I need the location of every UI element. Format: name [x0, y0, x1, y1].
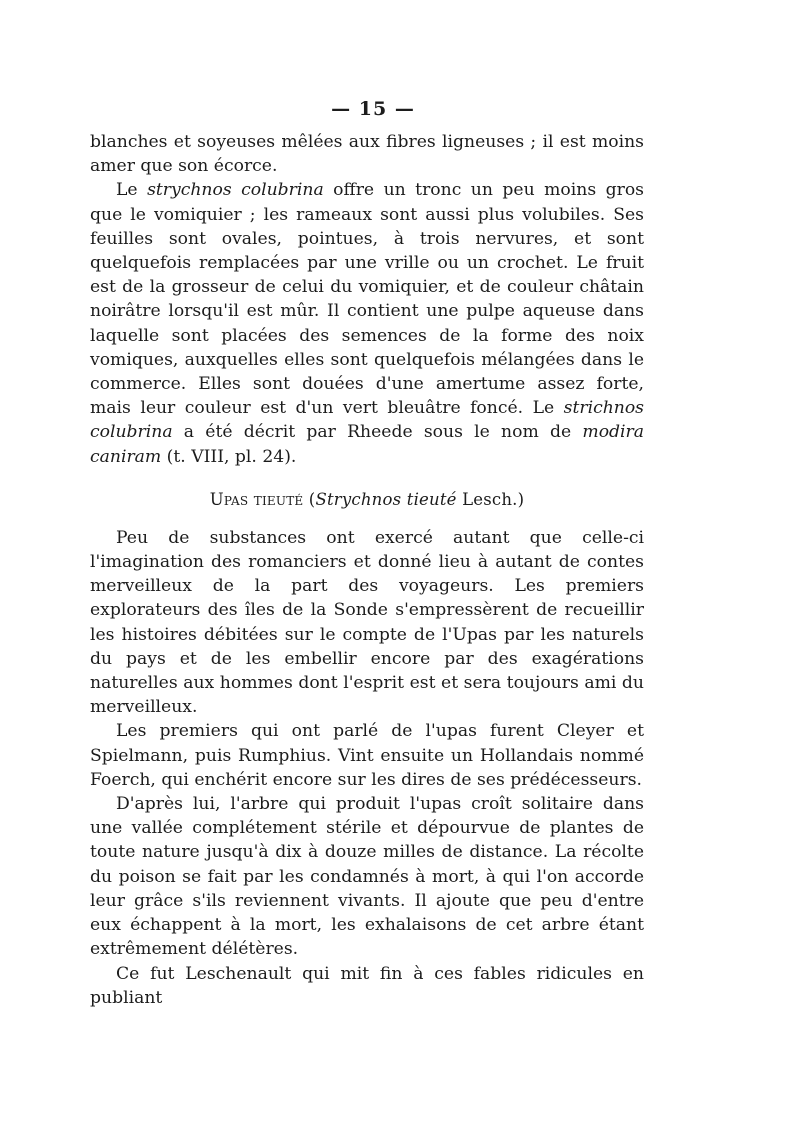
- text-run: D'après lui, l'arbre qui produit l'upas croît solitaire dans une vallée complétement stérile et dépourvue de plantes de toute nature jusqu'à dix à douze milles de distance. La récolte du poison se fait par les condamnés à mort, à qui l'on accorde leur grâce s'ils reviennent vivants. Il ajoute que peu d'entre eux échappent à la mort, les exhalaisons de cet arbre étant extrêmement délétères.: [90, 794, 644, 960]
- heading-species: Strychnos tieuté: [315, 489, 457, 509]
- paragraph: [90, 178, 644, 468]
- paragraph: [90, 962, 644, 1010]
- section-heading: [90, 488, 644, 512]
- heading-paren: (: [303, 489, 316, 509]
- heading-author: Lesch.): [456, 489, 525, 509]
- text-run: blanches et soyeuses mêlées aux fibres ligneuses ; il est moins amer que son écorce.: [90, 132, 644, 177]
- text-run: (t. VIII, pl. 24).: [161, 446, 297, 467]
- italic-term: strychnos colubrina: [147, 180, 324, 201]
- text-run: a été décrit par Rheede sous le nom de: [172, 422, 583, 443]
- heading-smallcaps: Upas tieuté: [209, 489, 304, 509]
- paragraph: [90, 719, 644, 792]
- page-number: — 15 —: [331, 98, 415, 120]
- text-block-after: [90, 526, 644, 1010]
- italic-term: modira caniram: [90, 422, 644, 467]
- paragraph: [90, 130, 644, 178]
- text-run: Peu de substances ont exercé autant que celle-ci l'imagination des romanciers et donné lieu à autant de contes merveilleux de la part des voyageurs. Les premiers explorateurs des îles de la Sonde s'empressèrent de recueillir les histoires débitées sur le compte de l'Upas par les naturels du pays et de les embellir encore par des exagérations naturelles aux hommes dont l'esprit est et sera toujours ami du merveilleux.: [90, 527, 644, 718]
- paragraph: [90, 792, 644, 961]
- text-run: Ce fut Leschenault qui mit fin à ces fables ridicules en publiant: [90, 963, 644, 1008]
- italic-term: strichnos colubrina: [90, 398, 644, 443]
- text-run: offre un tronc un peu moins gros que le vomiquier ; les rameaux sont aussi plus volubiles. Ses feuilles sont ovales, pointues, à trois nervures, et sont quelquefois remplacées par une vrille ou un crochet. Le fruit est de la grosseur de celui du vomiquier, et de couleur châtain noirâtre lorsqu'il est mûr. Il contient une pulpe aqueuse dans laquelle sont placées des semences de la forme des noix vomiques, auxquelles elles sont quelquefois mélangées dans le commerce. Elles sont douées d'une amertume assez forte, mais leur couleur est d'un vert bleuâtre foncé. Le: [90, 180, 644, 419]
- paragraph: [90, 526, 644, 720]
- text-block-before: [90, 130, 644, 469]
- text-run: Les premiers qui ont parlé de l'upas furent Cleyer et Spielmann, puis Rumphius. Vint ensuite un Hollandais nommé Foerch, qui enchérit encore sur les dires de ses prédécesseurs.: [90, 721, 644, 790]
- text-run: Le: [116, 180, 148, 201]
- book-page: [90, 96, 644, 1010]
